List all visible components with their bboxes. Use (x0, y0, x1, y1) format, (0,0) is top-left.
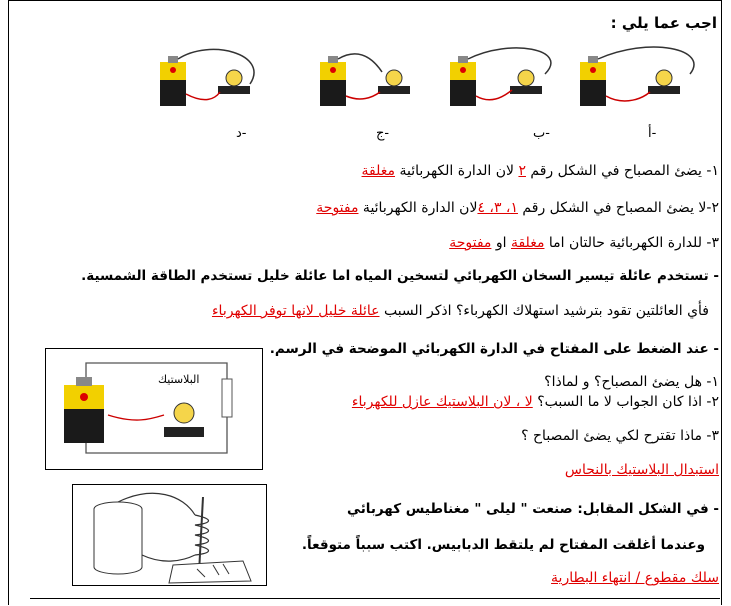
page-frame-top (8, 0, 722, 1)
question-5-part-3: ٣- ماذا تقترح لكي يضئ المصباح ؟ (521, 428, 719, 444)
label-a: أ- (648, 126, 657, 141)
question-5-statement: - عند الضغط على المفتاح في الدارة الكهربائي الموضحة في الرسم. (269, 341, 719, 357)
q2-answer: مفتوحة (316, 200, 359, 216)
question-1: ١- يضئ المصباح في الشكل رقم ٢ لان الدارة الكهربائية مغلقة (361, 163, 719, 179)
question-5-part-2: ٢- اذا كان الجواب لا ما السبب؟ لا ، لان البلاستيك عازل للكهرباء (351, 394, 719, 410)
question-6-line-2: وعندما أغلقت المفتاح لم يلتقط الدبابيس. اكتب سبباً متوقعاً. (301, 537, 705, 553)
q3-answer-2: مفتوحة (449, 235, 492, 251)
q2-answer-numbers: ١، ٣، ٤ (477, 200, 518, 216)
q6-answer: سلك مقطوع / انتهاء البطارية (551, 570, 719, 586)
q5-answer-3: استبدال البلاستيك بالنحاس (564, 462, 719, 478)
page-heading: اجب عما يلي : (610, 14, 717, 32)
plastic-circuit-figure (45, 348, 263, 470)
q3-answer-1: مغلقة (510, 235, 545, 251)
question-2: ٢-لا يضئ المصباح في الشكل رقم ١، ٣، ٤لان الدارة الكهربائية مفتوحة (316, 200, 719, 216)
circuits-figure (150, 44, 720, 114)
circuit-c (320, 54, 410, 106)
q5-answer-2: لا ، لان البلاستيك عازل للكهرباء (351, 394, 533, 410)
q1-answer: مغلقة (361, 163, 396, 179)
circuit-a (580, 47, 694, 106)
circuit-b (450, 48, 551, 106)
q1-answer-number: ٢ (518, 163, 526, 179)
electromagnet-figure (72, 484, 267, 586)
plastic-label: البلاستيك (158, 373, 200, 386)
question-6-line-1: - في الشكل المقابل: صنعت " ليلى " مغناطيس كهربائي (347, 501, 719, 517)
q4-answer: عائلة خليل لانها توفر الكهرباء (211, 303, 380, 319)
question-4: فأي العائلتين تقود بترشيد استهلاك الكهرباء؟ اذكر السبب عائلة خليل لانها توفر الكهرباء (211, 303, 709, 319)
question-3: ٣- للدارة الكهربائية حالتان اما مغلقة او مفتوحة (449, 235, 719, 251)
page-frame-left (8, 0, 9, 605)
circuit-d (160, 49, 254, 106)
label-d: د- (236, 126, 247, 141)
question-4-statement: - تستخدم عائلة تيسير السخان الكهربائي لتسخين المياه اما عائلة خليل تستخدم الطاقة الشمسية. (81, 268, 719, 284)
page-frame-right (721, 0, 722, 605)
label-b: ب- (533, 126, 550, 141)
question-5-part-1: ١- هل يضئ المصباح؟ و لماذا؟ (544, 374, 719, 390)
label-c: ج- (376, 126, 390, 141)
